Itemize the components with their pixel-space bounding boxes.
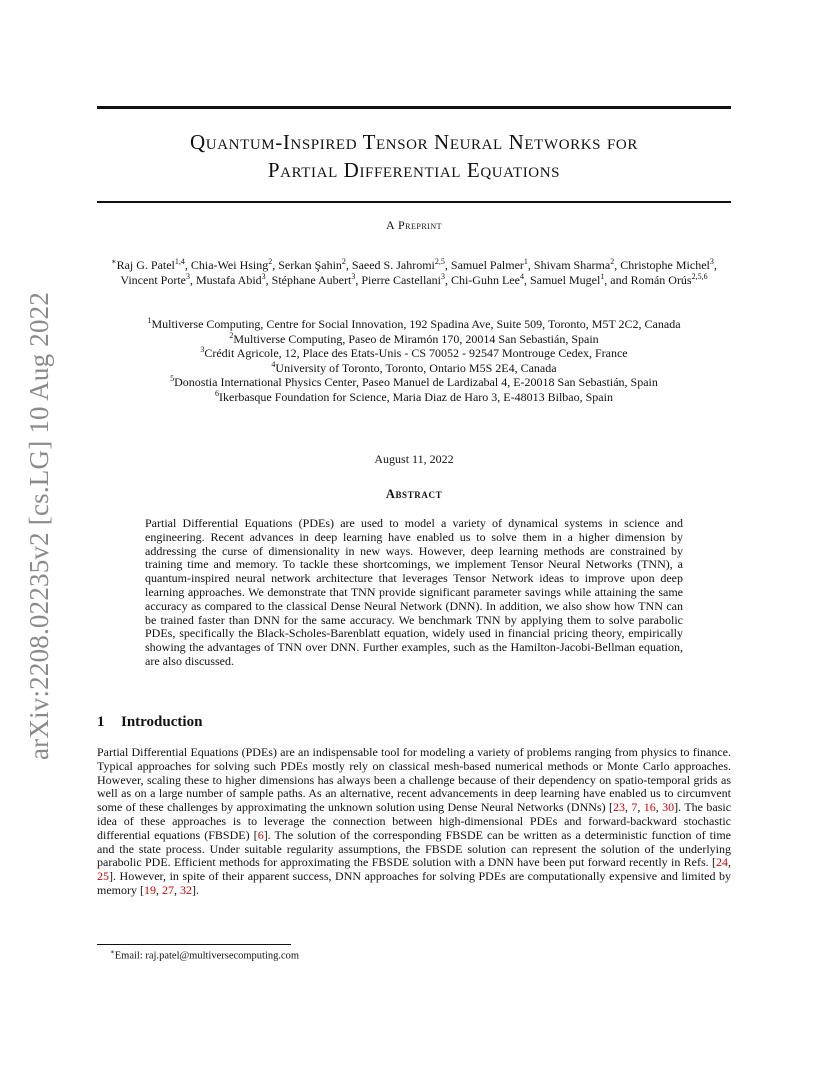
affiliation-text: University of Toronto, Toronto, Ontario M5S 2E4, Canada	[275, 360, 557, 375]
author	[534, 258, 614, 272]
intro-text: ]. However, in spite of their apparent success, DNN approaches for solving PDEs are computationally expensive and limited by memory [	[97, 869, 731, 897]
footnote-text: Email: raj.patel@multiversecomputing.com	[114, 950, 300, 962]
author-affiliation-mark: 2	[610, 257, 615, 266]
citation-link[interactable]: 27	[162, 882, 174, 897]
author-affiliation-mark: 1	[523, 257, 528, 266]
author-affiliation-mark: 1,4	[174, 257, 185, 266]
citation-link[interactable]: 23	[612, 800, 625, 815]
affiliation-number: 3	[200, 345, 205, 355]
paper-title	[97, 128, 731, 184]
affiliation-text: Crédit Agricole, 12, Place des Etats-Unis - CS 70052 - 92547 Montrouge Cedex, France	[204, 346, 628, 361]
affiliation-number: 4	[271, 359, 276, 369]
citation-link[interactable]: 7	[631, 800, 638, 815]
author	[111, 258, 185, 272]
arxiv-identifier: arXiv:2208.02235v2 [cs.LG] 10 Aug 2022	[24, 291, 54, 760]
footnote-mark: ∗	[110, 948, 115, 956]
affiliation-text: Multiverse Computing, Centre for Social Innovation, 192 Spadina Ave, Suite 509, Toronto, M5T 2C2, Canada	[151, 317, 681, 331]
intro-text: ].	[192, 882, 199, 897]
citation-link[interactable]: 30	[662, 800, 675, 815]
author	[451, 258, 528, 272]
author-name: Serkan Şahin	[278, 258, 342, 272]
citation-link[interactable]: 24	[716, 855, 728, 870]
section-title: Introduction	[121, 714, 203, 730]
citation-link[interactable]: 16	[643, 800, 656, 815]
title-line-1: Quantum-Inspired Tensor Neural Networks for	[190, 130, 638, 154]
intro-text: Partial Differential Equations (PDEs) are an indispensable tool for modeling a variety of problems ranging from physics to finance. Typical approaches for solving such PDEs mostly rely on classical mesh-based numerical methods or Monte Carlo approaches. However, scaling these to higher dimensions has always been a challenge because of their dependency on spatio-temporal grids as well as on a large number of sample paths. As an alternative, recent advancements in deep learning have enabled us to circumvent some of these challenges by approximating the unknown solution using Dense Neural Networks (DNNs) [	[97, 745, 731, 815]
citation-link[interactable]: 6	[257, 827, 264, 842]
author	[451, 273, 524, 287]
author	[530, 273, 604, 287]
author-name: Pierre Castellani	[361, 273, 441, 287]
citation-link[interactable]: 19	[144, 882, 156, 897]
author	[278, 258, 346, 272]
author	[631, 273, 708, 287]
affiliation-text: Ikerbasque Foundation for Science, Maria Diaz de Haro 3, E-48013 Bilbao, Spain	[219, 389, 613, 404]
intro-paragraph: Partial Differential Equations (PDEs) are an indispensable tool for modeling a variety of problems ranging from physics to finance. Typical approaches for solving such PDEs mostly rely on classical mesh-based numerical methods or Monte Carlo approaches. However, scaling these to higher dimensions has always been a challenge because of their dependency on spatio-temporal grids as well as on a large number of sample paths. As an alternative, recent advancements in deep learning have enabled us to circumvent some of these challenges by approximating the unknown solution using Dense Neural Networks (DNNs) [23, 7, 16, 30]. The basic idea of these approaches is to leverage the connection between high-dimensional PDEs and forward-backward stochastic differential equations (FBSDE) [6]. The solution of the corresponding FBSDE can be written as a deterministic function of time and the state process. Under suitable regularity assumptions, the FBSDE solution can represent the solution of the underlying parabolic PDE. Efficient methods for approximating the FBSDE solution with a DNN have been put forward recently in Refs. [24, 25]. However, in spite of their apparent success, DNN approaches for solving PDEs are computationally expensive and limited by memory [19, 27, 32].	[97, 745, 732, 897]
footnote-rule	[97, 944, 291, 945]
author-affiliation-mark: 1	[600, 272, 605, 281]
author	[196, 273, 266, 287]
author-name: Stéphane Aubert	[271, 273, 352, 287]
section-number: 1	[97, 714, 105, 730]
author-name: Christophe Michel	[620, 258, 710, 272]
abstract-heading: Abstract	[385, 487, 443, 501]
corresponding-author-mark: ∗	[111, 257, 117, 266]
author-name: Mustafa Abid	[196, 273, 262, 287]
author	[620, 258, 714, 272]
affiliation-text: Donostia International Physics Center, Paseo Manuel de Lardizabal 4, E-20018 San Sebastián, Spain	[174, 375, 658, 390]
affiliation	[97, 317, 731, 332]
author-affiliation-mark: 4	[519, 272, 524, 281]
abstract-text: Partial Differential Equations (PDEs) are used to model a variety of dynamical systems in science and engineering. Recent advances in deep learning have enabled us to solve them in a higher dimension by addressing the curse of dimensionality in new ways. However, deep learning methods are constrained by training time and memory. To tackle these shortcomings, we implement Tensor Neural Networks (TNN), a quantum-inspired neural network architecture that leverages Tensor Network ideas to improve upon deep learning approaches. We demonstrate that TNN provide significant parameter savings while attaining the same accuracy as compared to the classical Dense Neural Network (DNN). In addition, we also show how TNN can be trained faster than DNN for the same accuracy. We benchmark TNN by applying them to solve parabolic PDEs, specifically the Black-Scholes-Barenblatt equation, widely used in financial pricing theory, empirically showing the advantages of TNN over DNN. Further examples, such as the Hamilton-Jacobi-Bellman equation, are also discussed.	[145, 516, 683, 668]
author-affiliation-mark: 2	[341, 257, 346, 266]
affiliation	[97, 332, 731, 347]
affiliation-number: 5	[170, 374, 175, 384]
affiliation-number: 2	[229, 330, 234, 340]
affiliation-list	[97, 317, 731, 405]
section-heading	[97, 714, 731, 731]
publication-date: August 11, 2022	[374, 452, 454, 466]
affiliation-text: Multiverse Computing, Paseo de Miramón 170, 20014 San Sebastián, Spain	[233, 331, 599, 346]
author-affiliation-mark: 2	[268, 257, 273, 266]
citation-link[interactable]: 25	[97, 869, 109, 884]
author-name: Saeed S. Jahromi	[351, 258, 435, 272]
author	[352, 258, 445, 272]
author	[361, 273, 445, 287]
author-list: ∗Raj G. Patel$^{1,4}$, Chia-Wei Hsing$^2$, Serkan Şahin$^2$, Saeed S. Jahromi$^{2,5}$, Samuel Palmer$^1$, Shivam Sharma$^2$, Christophe Michel$^3$, Vincent Porte$^3$, Mustafa Abid$^3$, Stéphane Aubert$^3$, Pierre Castellani$^3$, Chi-Guhn Lee$^4$, Samuel Mugel$^1$, and Román Orús$^{2,5,6}$	[111, 257, 717, 287]
affiliation-number: 1	[147, 316, 152, 325]
author-name: Shivam Sharma	[533, 258, 611, 272]
author-affiliation-mark: 3	[709, 257, 714, 266]
author-affiliation-mark: 3	[186, 272, 190, 281]
affiliation-number: 6	[215, 388, 220, 398]
author	[120, 273, 190, 287]
intro-text: ]. The basic idea of these approaches is to leverage the connection between high-dimensional PDEs and forward-backward stochastic differential equations (FBSDE) [	[97, 800, 732, 842]
intro-text: ]. The solution of the corresponding FBSDE can be written as a deterministic function of time and the state process. Under suitable regularity assumptions, the FBSDE solution can represent the solution of the underlying parabolic PDE. Efficient methods for approximating the FBSDE solution with a DNN have been put forward recently in Refs. [	[97, 827, 732, 870]
affiliation	[97, 346, 731, 361]
title-line-2: Partial Differential Equations	[267, 158, 561, 182]
author-name: Vincent Porte	[120, 273, 186, 287]
author-name: Chia-Wei Hsing	[190, 258, 269, 272]
author-name: Raj G. Patel	[116, 258, 175, 272]
affiliation	[97, 361, 731, 376]
footnote	[110, 948, 710, 962]
author-affiliation-mark: 2,5	[434, 257, 445, 266]
citation-link[interactable]: 32	[180, 882, 192, 897]
author-name: Román Orús	[630, 273, 692, 287]
author-name: Samuel Mugel	[529, 273, 601, 287]
author	[272, 273, 356, 287]
author-affiliation-mark: 3	[351, 272, 356, 281]
title-rule-bottom	[97, 201, 731, 203]
author-affiliation-mark: 3	[440, 272, 445, 281]
affiliation	[97, 390, 731, 405]
author-affiliation-mark: 2,5,6	[691, 272, 708, 281]
author	[191, 258, 272, 272]
title-rule-top	[97, 106, 731, 109]
preprint-label: A Preprint	[385, 218, 442, 232]
author-name: Samuel Palmer	[450, 258, 524, 272]
affiliation	[97, 375, 731, 390]
author-affiliation-mark: 3	[261, 272, 266, 281]
author-name: Chi-Guhn Lee	[450, 273, 520, 287]
